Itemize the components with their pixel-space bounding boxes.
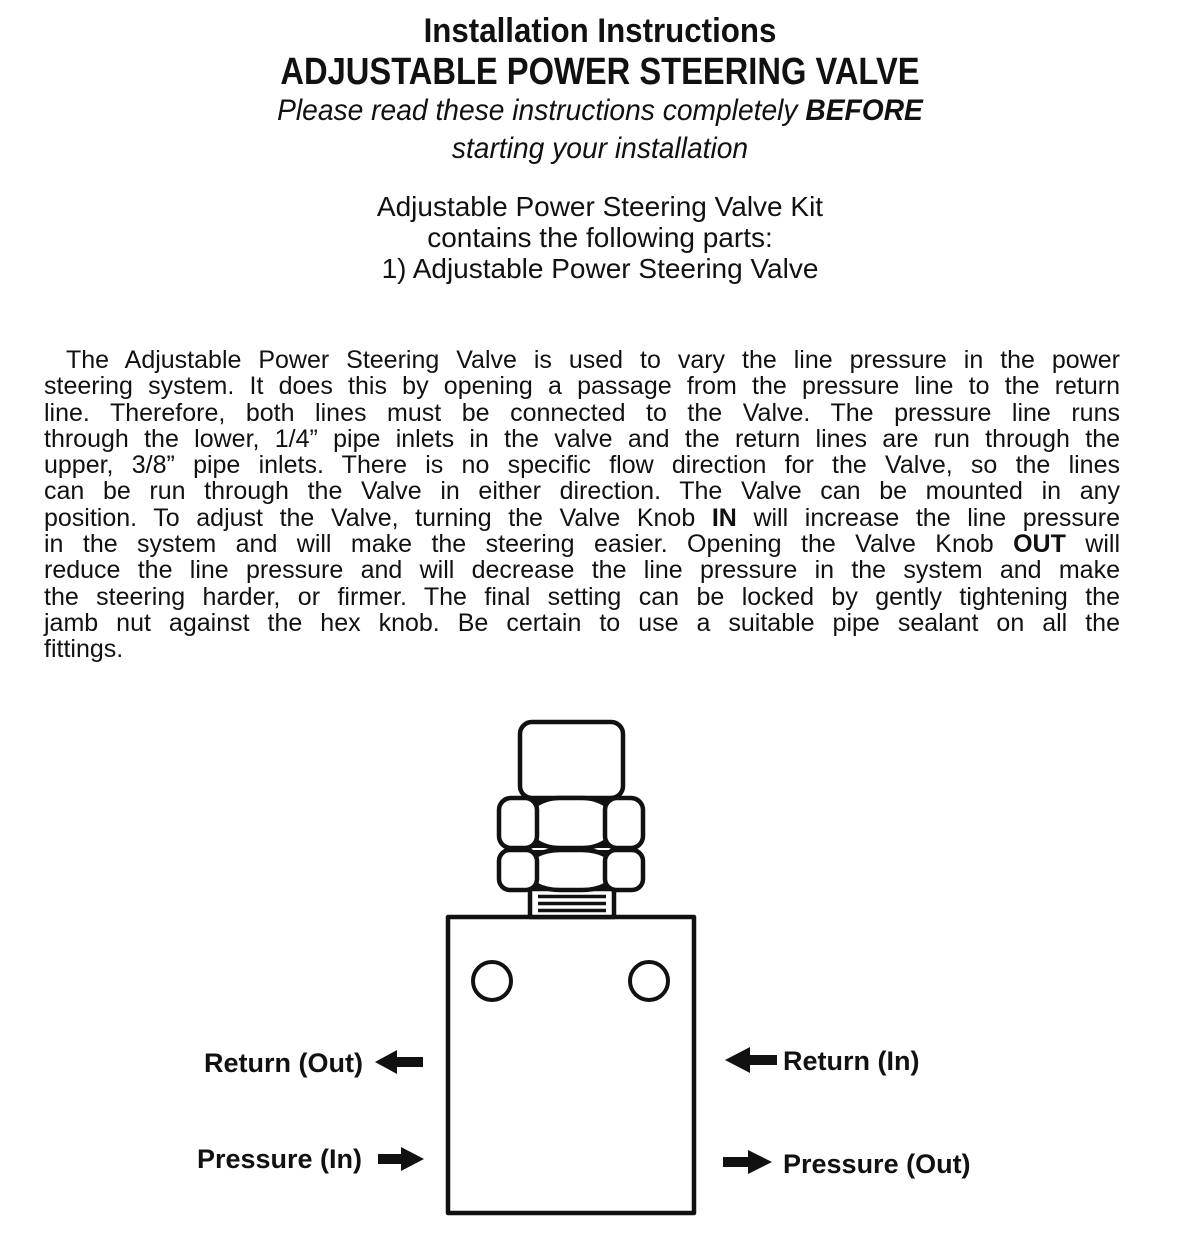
kit-line-1: Adjustable Power Steering Valve Kit [376,191,824,222]
text-segment: line. Therefore, both lines must be connected to the Valve. The pressure line runs [44,398,1120,427]
text-segment: position. To adjust the Valve, turning the Valve Knob [44,503,712,532]
mounting-hole-right [630,962,668,1000]
jam-nut-right-facet [605,850,643,890]
pressure-in-arrow-right-icon [378,1147,424,1171]
paragraph-line [44,400,1120,426]
text-segment: through the lower, 1/4” pipe inlets in the valve and the return lines are run through the [44,424,1120,453]
bold-text-segment: BEFORE [805,94,923,127]
hex-nut-left-facet [499,798,537,848]
text-segment: jamb nut against the hex knob. Be certain to use a suitable pipe sealant on all the [44,608,1120,637]
hex-nut-right-facet [605,798,643,848]
text-segment: in the system and will make the steering easier. Opening the Valve Knob [44,530,1014,559]
bold-text-segment: IN [711,503,737,532]
text-segment: fittings. [44,635,124,664]
kit-contents-block [0,191,1200,284]
text-segment: can be run through the Valve in either direction. The Valve can be mounted in any [44,477,1120,506]
lower-jam-nut [499,850,643,890]
subtitle-line-2: starting your installation [451,132,749,165]
paragraph-line [44,426,1120,452]
paragraph-line [44,531,1120,557]
text-segment: will increase the line pressure [736,503,1120,532]
return-in-arrow-left-icon [725,1047,777,1073]
text-segment: reduce the line pressure and will decrease the line pressure in the system and make [44,556,1120,585]
paragraph-line [44,505,1120,531]
label-return-out: Return (Out) [204,1048,363,1078]
text-segment: The Adjustable Power Steering Valve is used to vary the line pressure in the power [66,346,1120,374]
body-paragraph [44,347,1120,663]
label-return-in: Return (In) [783,1046,920,1076]
paragraph-line [44,373,1120,399]
kit-line-2: contains the following parts: [427,222,773,253]
jam-nut-left-facet [499,850,537,890]
title-line-1: Installation Instructions [423,12,777,50]
hex-nut-center-facet [526,798,616,848]
paragraph-line [44,347,1120,373]
text-segment: the steering harder, or firmer. The final setting can be locked by gently tightening the [44,582,1120,611]
paragraph-line [44,584,1120,610]
pressure-out-arrow-right-icon [723,1150,772,1174]
subtitle-line-1 [36,91,1164,131]
text-segment: steering system. It does this by opening a passage from the pressure line to the return [44,372,1120,401]
title-line-2: ADJUSTABLE POWER STEERING VALVE [280,51,920,93]
label-pressure-out: Pressure (Out) [783,1149,971,1179]
paragraph-line [44,452,1120,478]
paragraph-line [44,636,1120,662]
jam-nut-center-facet [526,850,616,890]
kit-line-3: 1) Adjustable Power Steering Valve [381,253,819,284]
paragraph-line [44,557,1120,583]
mounting-hole-left [473,962,511,1000]
return-out-arrow-left-icon [375,1050,423,1074]
label-pressure-in: Pressure (In) [196,1144,362,1174]
valve-diagram [0,700,1200,1253]
paragraph-line [44,610,1120,636]
paragraph-line [44,478,1120,504]
bold-text-segment: OUT [1013,530,1066,559]
text-segment: upper, 3/8” pipe inlets. There is no specific flow direction for the Valve, so the lines [44,451,1120,480]
valve-knob [520,722,623,798]
text-segment: will [1065,530,1120,559]
text-segment: Please read these instructions completely [277,94,806,127]
upper-hex-nut [499,798,643,848]
